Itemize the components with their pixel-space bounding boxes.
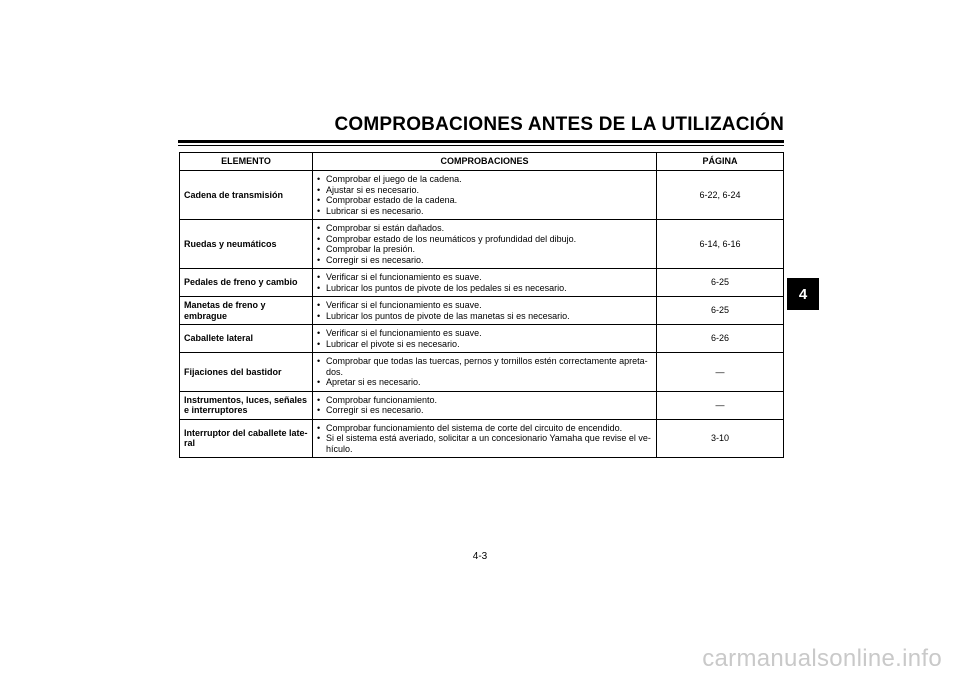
- check-item: • Comprobar funcionamiento del sistema de corte del circuito de encendido.: [317, 423, 652, 434]
- checks-cell: [313, 171, 657, 220]
- element-cell: Instrumentos, luces, señales e interruptores: [180, 391, 313, 419]
- check-item: • Apretar si es necesario.: [317, 377, 652, 388]
- element-cell: Manetas de freno y embrague: [180, 297, 313, 325]
- page-ref-cell: —: [657, 353, 784, 392]
- checks-table: [179, 152, 784, 458]
- page-ref-cell: 6-26: [657, 325, 784, 353]
- table-header-row: [180, 153, 784, 171]
- page-ref-cell: 3-10: [657, 419, 784, 458]
- check-item: • Corregir si es necesario.: [317, 405, 652, 416]
- page-ref-cell: 6-22, 6-24: [657, 171, 784, 220]
- element-cell: Ruedas y neumáticos: [180, 220, 313, 269]
- page-title: COMPROBACIONES ANTES DE LA UTILIZACIÓN: [334, 114, 784, 135]
- element-cell: Pedales de freno y cambio: [180, 269, 313, 297]
- check-item: • Verificar si el funcionamiento es suave.: [317, 272, 652, 283]
- table-row: [180, 269, 784, 297]
- title-rule-thin: [178, 145, 784, 146]
- check-item: • Lubricar los puntos de pivote de las manetas si es necesario.: [317, 311, 652, 322]
- checks-cell: [313, 269, 657, 297]
- table-row: [180, 220, 784, 269]
- checks-cell: [313, 419, 657, 458]
- check-item: • Ajustar si es necesario.: [317, 185, 652, 196]
- checks-cell: [313, 353, 657, 392]
- column-header-element: ELEMENTO: [180, 153, 313, 171]
- page-number: 4-3: [472, 551, 488, 562]
- check-item: • Lubricar el pivote si es necesario.: [317, 339, 652, 350]
- page-ref-cell: 6-14, 6-16: [657, 220, 784, 269]
- checks-cell: [313, 220, 657, 269]
- table-row: [180, 419, 784, 458]
- page-ref-cell: 6-25: [657, 269, 784, 297]
- title-rule: [178, 140, 784, 143]
- table-row: [180, 171, 784, 220]
- check-item: • Comprobar si están dañados.: [317, 223, 652, 234]
- check-item: • Si el sistema está averiado, solicitar a un concesionario Yamaha que revise el ve-hículo.: [317, 433, 652, 454]
- check-item: • Comprobar funcionamiento.: [317, 395, 652, 406]
- table-row: [180, 325, 784, 353]
- element-cell: Caballete lateral: [180, 325, 313, 353]
- check-item: • Comprobar estado de la cadena.: [317, 195, 652, 206]
- check-item: • Corregir si es necesario.: [317, 255, 652, 266]
- checks-cell: [313, 391, 657, 419]
- table-row: [180, 353, 784, 392]
- element-cell: Cadena de transmisión: [180, 171, 313, 220]
- watermark-text[interactable]: carmanualsonline.info: [702, 645, 942, 672]
- page-ref-cell: 6-25: [657, 297, 784, 325]
- check-item: • Comprobar la presión.: [317, 244, 652, 255]
- column-header-checks: COMPROBACIONES: [313, 153, 657, 171]
- element-cell: Fijaciones del bastidor: [180, 353, 313, 392]
- check-item: • Comprobar el juego de la cadena.: [317, 174, 652, 185]
- table-row: [180, 297, 784, 325]
- chapter-tab: 4: [787, 278, 819, 310]
- element-cell: Interruptor del caballete late-ral: [180, 419, 313, 458]
- check-item: • Verificar si el funcionamiento es suave.: [317, 300, 652, 311]
- page-ref-cell: —: [657, 391, 784, 419]
- checks-cell: [313, 297, 657, 325]
- check-item: • Lubricar si es necesario.: [317, 206, 652, 217]
- check-item: • Comprobar estado de los neumáticos y profundidad del dibujo.: [317, 234, 652, 245]
- table-row: [180, 391, 784, 419]
- checks-cell: [313, 325, 657, 353]
- check-item: • Comprobar que todas las tuercas, pernos y tornillos estén correctamente apreta-dos.: [317, 356, 652, 377]
- column-header-page: PÁGINA: [657, 153, 784, 171]
- check-item: • Verificar si el funcionamiento es suave.: [317, 328, 652, 339]
- check-item: • Lubricar los puntos de pivote de los pedales si es necesario.: [317, 283, 652, 294]
